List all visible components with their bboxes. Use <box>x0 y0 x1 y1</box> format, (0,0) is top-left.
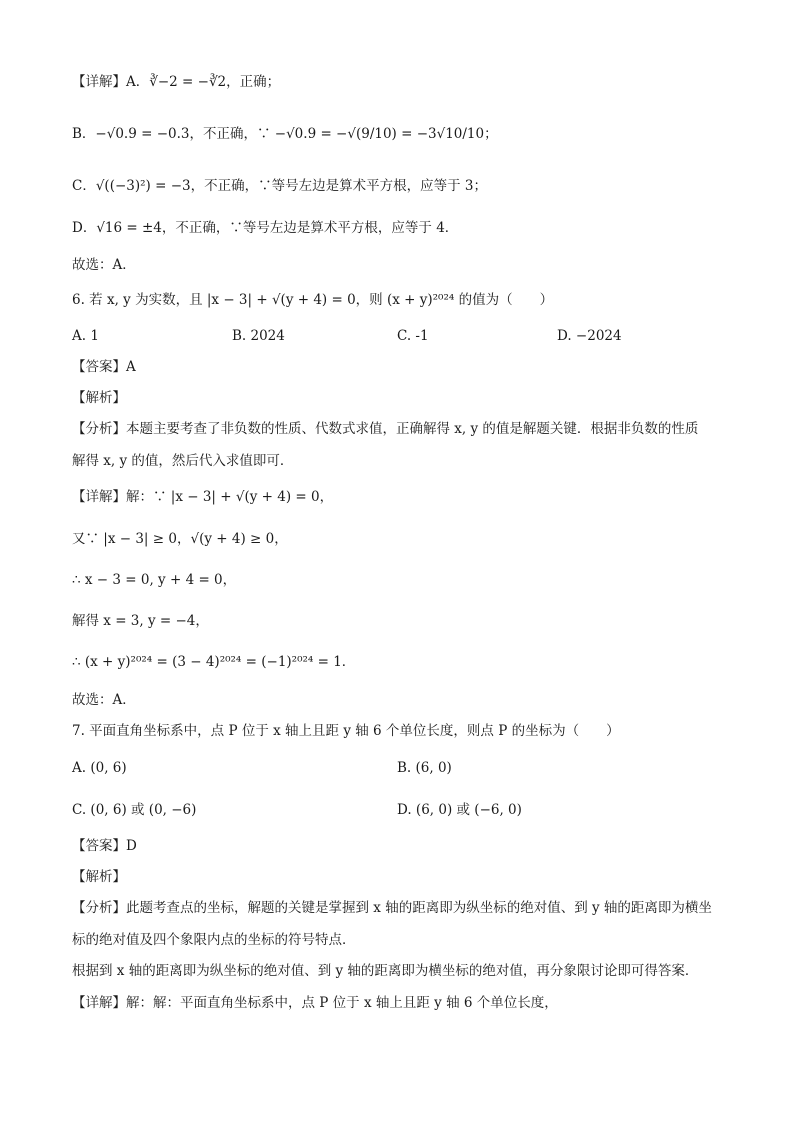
q6-option-a: A. 1 <box>72 328 99 344</box>
text-line: 解得 x, y 的值，然后代入求值即可． <box>72 453 294 469</box>
answer-label: 【答案】D <box>72 838 137 854</box>
text-line: 【详解】解：∵ |x − 3| + √(y + 4) = 0， <box>72 489 334 505</box>
question-6-stem: 6. 若 x, y 为实数，且 |x − 3| + √(y + 4) = 0，则 (x + y)²⁰²⁴ 的值为（ ） <box>72 292 554 308</box>
analysis-label: 【解析】 <box>72 390 126 406</box>
text-line: C．√((−3)²) = −3，不正确，∵等号左边是算术平方根，应等于 3； <box>72 178 487 194</box>
text-line: B．−√0.9 = −0.3，不正确，∵ −√0.9 = −√(9/10) = −3√10/10； <box>72 126 498 142</box>
text-line: 【分析】本题主要考查了非负数的性质、代数式求值，正确解得 x, y 的值是解题关键．根据非负数的性质 <box>72 421 699 437</box>
answer-label: 【答案】A <box>72 359 136 375</box>
q7-option-a: A. (0, 6) <box>72 760 127 776</box>
text-line: 又∵ |x − 3| ≥ 0，√(y + 4) ≥ 0， <box>72 531 288 547</box>
text-line: 【分析】此题考查点的坐标，解题的关键是掌握到 x 轴的距离即为纵坐标的绝对值、到 y 轴的距离即为横坐 <box>72 900 712 916</box>
q6-option-b: B. 2024 <box>232 328 285 344</box>
text-line: 根据到 x 轴的距离即为纵坐标的绝对值、到 y 轴的距离即为横坐标的绝对值，再分象限讨论即可得答案． <box>72 963 699 979</box>
text-line: 故选：A． <box>72 257 136 273</box>
text-line: 标的绝对值及四个象限内点的坐标的符号特点． <box>72 932 356 948</box>
text-line: 【详解】解：解：平面直角坐标系中，点 P 位于 x 轴上且距 y 轴 6 个单位长度， <box>72 995 558 1011</box>
text-line: 故选：A． <box>72 692 136 708</box>
question-7-stem: 7. 平面直角坐标系中，点 P 位于 x 轴上且距 y 轴 6 个单位长度，则点 P 的坐标为（ ） <box>72 723 620 739</box>
q6-option-c: C. -1 <box>397 328 429 344</box>
q7-option-c: C. (0, 6) 或 (0, −6) <box>72 802 197 818</box>
analysis-label: 【解析】 <box>72 869 126 885</box>
text-line: D．√16 = ±4，不正确，∵等号左边是算术平方根，应等于 4． <box>72 220 459 236</box>
q7-option-d: D. (6, 0) 或 (−6, 0) <box>397 802 522 818</box>
text-line: ∴ x − 3 = 0, y + 4 = 0， <box>72 572 237 588</box>
text-line: 解得 x = 3, y = −4， <box>72 613 209 629</box>
q6-option-d: D. −2024 <box>557 328 622 344</box>
text-line: 【详解】A．∛−2 = −∛2，正确； <box>72 74 281 90</box>
q7-option-b: B. (6, 0) <box>397 760 452 776</box>
text-line: ∴ (x + y)²⁰²⁴ = (3 − 4)²⁰²⁴ = (−1)²⁰²⁴ = 1． <box>72 654 356 670</box>
